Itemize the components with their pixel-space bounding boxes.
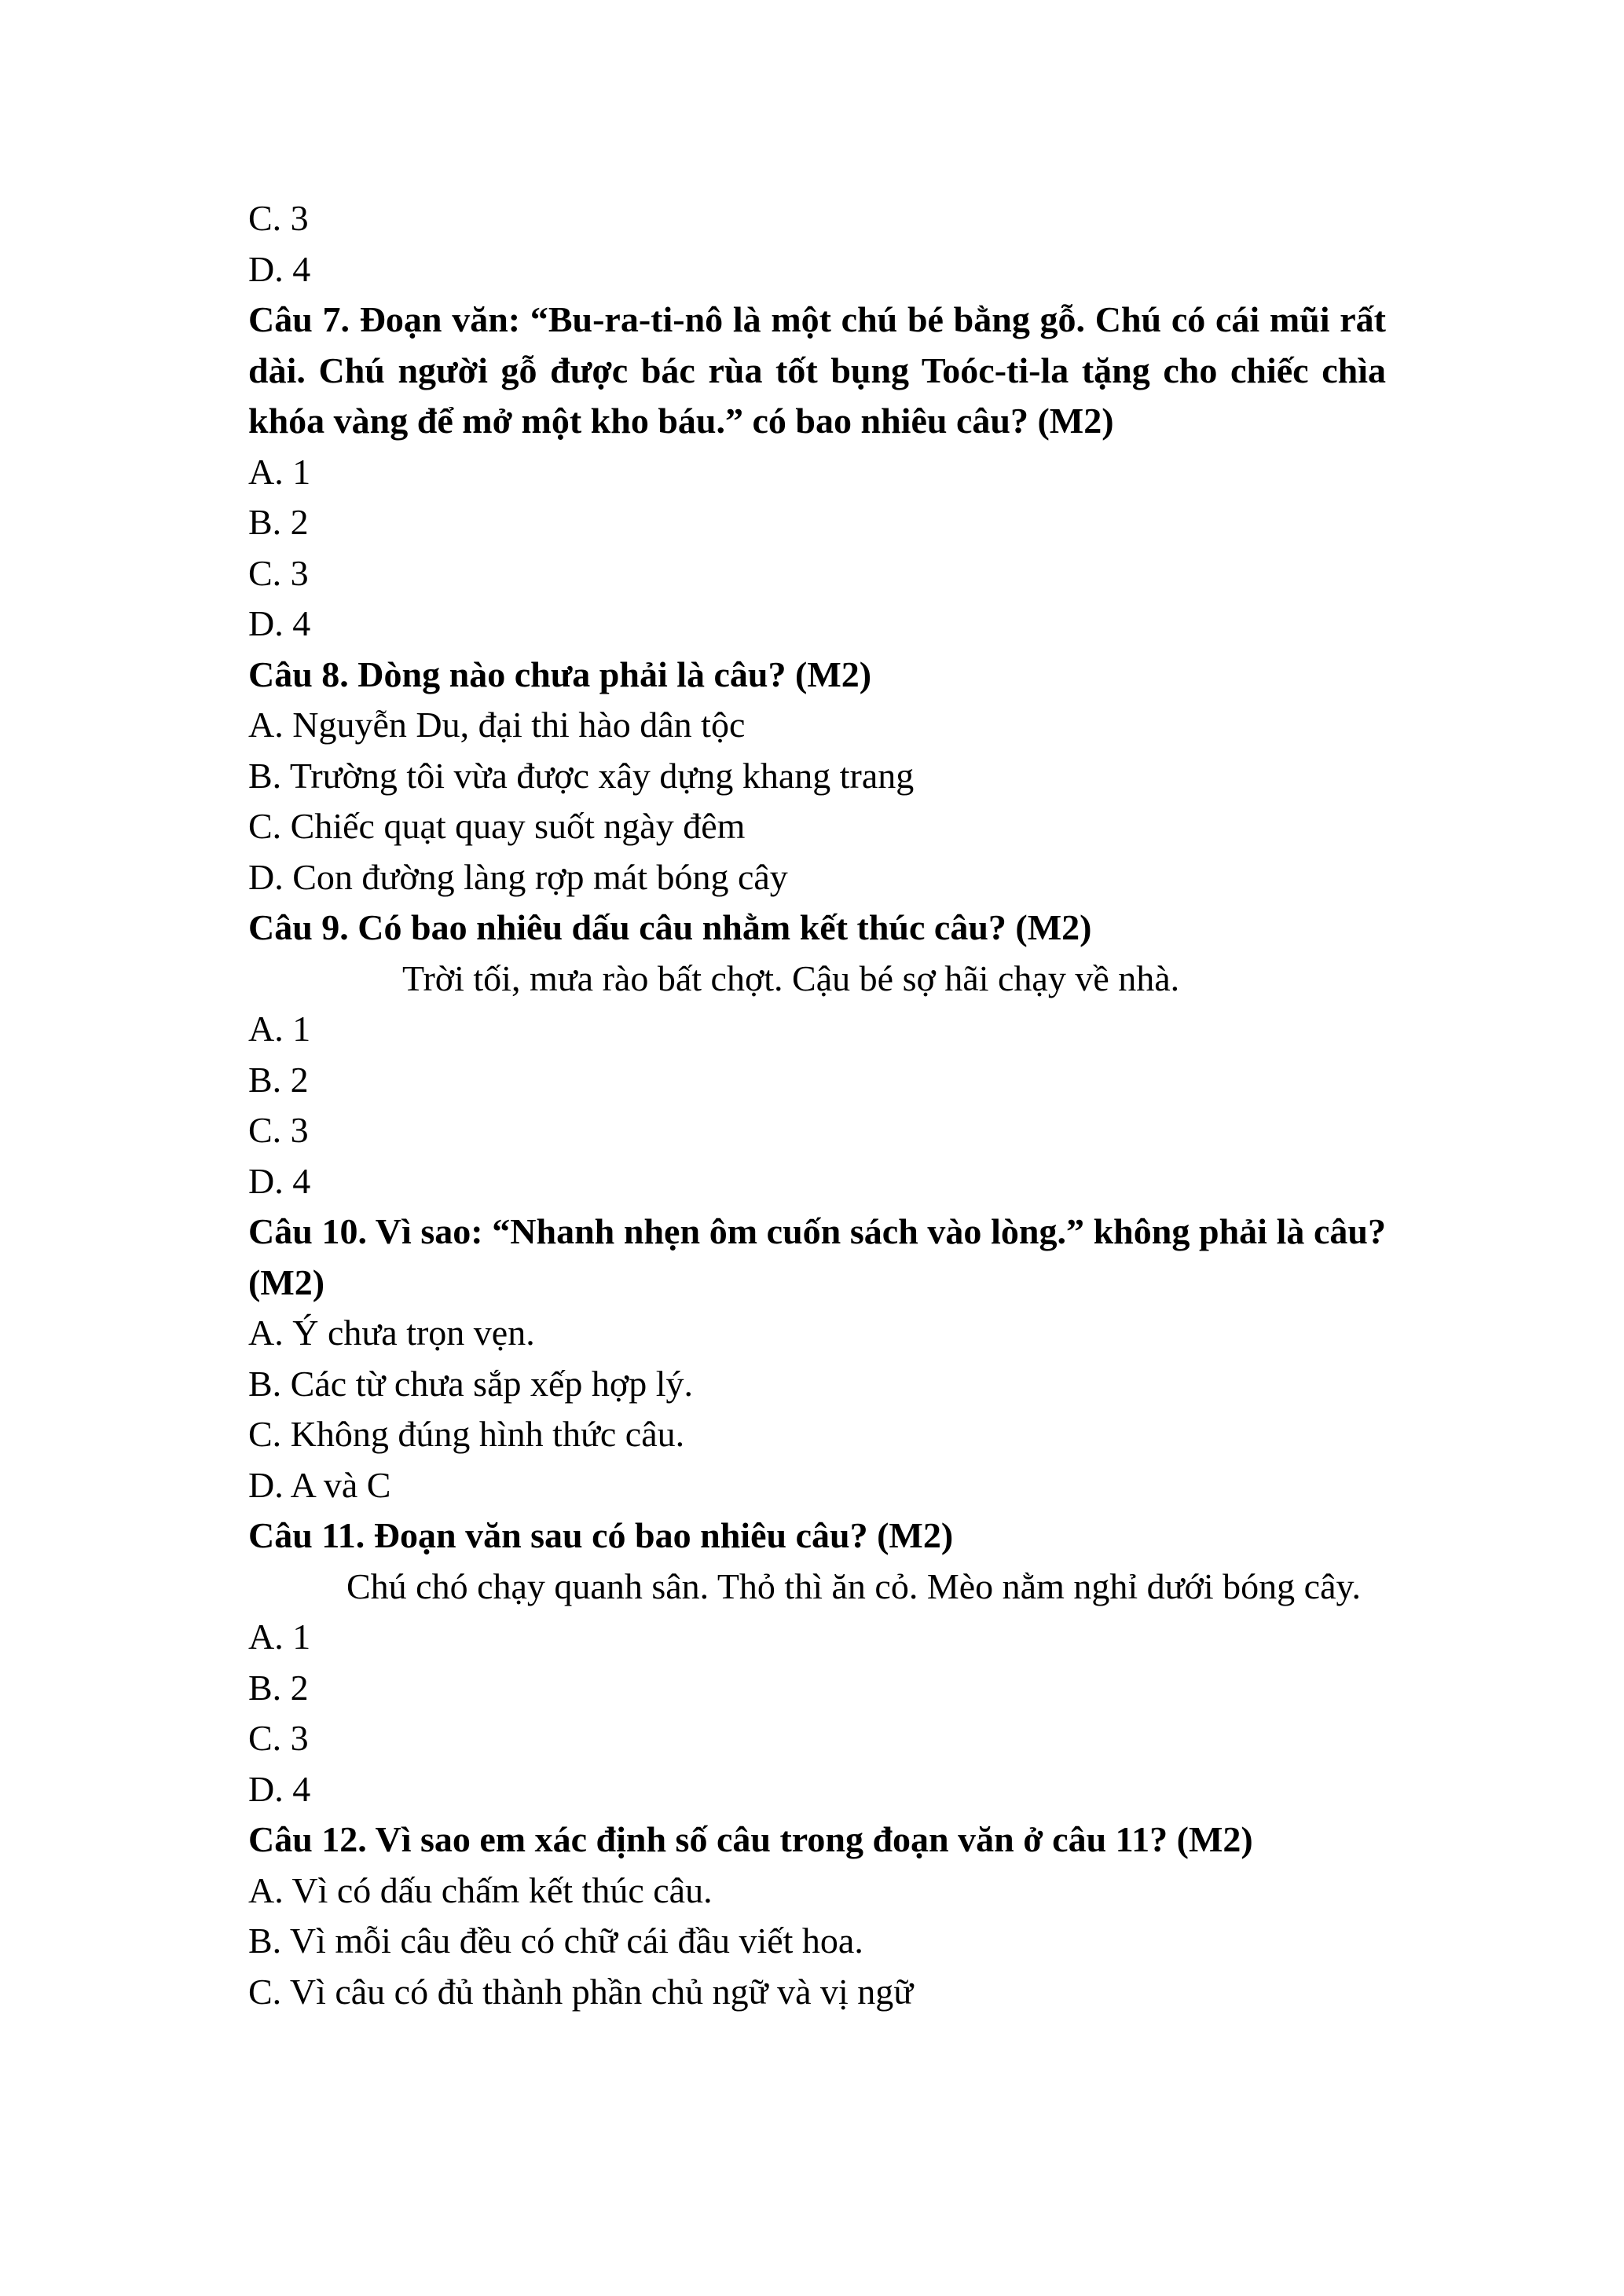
q7-option-d: D. 4: [248, 603, 311, 643]
document-page: [248, 193, 1386, 2017]
q11-option-c: C. 3: [248, 1718, 309, 1758]
q11-option-d: D. 4: [248, 1768, 311, 1809]
q7-option-b: B. 2: [248, 502, 309, 542]
q12-option-c: C. Vì câu có đủ thành phần chủ ngữ và vị ngữ: [248, 1971, 914, 2012]
q12-option-a: A. Vì có dấu chấm kết thúc câu.: [248, 1869, 713, 1910]
option-d: D. 4: [248, 248, 311, 289]
question-11: Câu 11. Đoạn văn sau có bao nhiêu câu? (M2): [248, 1515, 954, 1555]
q8-option-b: B. Trường tôi vừa được xây dựng khang trang: [248, 755, 915, 796]
q11-option-a: A. 1: [248, 1617, 311, 1657]
q12-option-b: B. Vì mỗi câu đều có chữ cái đầu viết hoa.: [248, 1921, 863, 1961]
q10-option-c: C. Không đúng hình thức câu.: [248, 1414, 685, 1454]
q10-option-a: A. Ý chưa trọn vẹn.: [248, 1313, 535, 1353]
question-9: Câu 9. Có bao nhiêu dấu câu nhằm kết thúc câu? (M2): [248, 907, 1092, 947]
option-c: C. 3: [248, 198, 309, 238]
q7-option-c: C. 3: [248, 552, 309, 593]
q9-option-c: C. 3: [248, 1110, 309, 1150]
question-7: Câu 7. Đoạn văn: “Bu-ra-ti-nô là một chú bé bằng gỗ. Chú có cái mũi rất dài. Chú người gỗ được bác rùa tốt bụng Toóc-ti-la tặng cho chiếc chìa khóa vàng để mở một kho báu.” có bao nhiêu câu? (M2): [248, 299, 1386, 441]
q11-passage: Chú chó chạy quanh sân. Thỏ thì ăn cỏ. Mèo nằm nghỉ dưới bóng cây.: [346, 1565, 1362, 1606]
q8-option-d: D. Con đường làng rợp mát bóng cây: [248, 856, 788, 897]
q8-option-a: A. Nguyễn Du, đại thi hào dân tộc: [248, 705, 746, 745]
q9-option-d: D. 4: [248, 1160, 311, 1201]
q9-option-b: B. 2: [248, 1059, 309, 1100]
question-12: Câu 12. Vì sao em xác định số câu trong đoạn văn ở câu 11? (M2): [248, 1819, 1253, 1859]
q9-option-a: A. 1: [248, 1009, 311, 1049]
q8-option-c: C. Chiếc quạt quay suốt ngày đêm: [248, 806, 746, 846]
q9-passage: Trời tối, mưa rào bất chợt. Cậu bé sợ hãi chạy về nhà.: [402, 958, 1180, 998]
question-10: Câu 10. Vì sao: “Nhanh nhẹn ôm cuốn sách vào lòng.” không phải là câu? (M2): [248, 1211, 1386, 1302]
question-8: Câu 8. Dòng nào chưa phải là câu? (M2): [248, 654, 872, 694]
q10-option-b: B. Các từ chưa sắp xếp hợp lý.: [248, 1363, 694, 1404]
q10-option-d: D. A và C: [248, 1464, 391, 1505]
q7-option-a: A. 1: [248, 451, 311, 492]
q11-option-b: B. 2: [248, 1667, 309, 1708]
